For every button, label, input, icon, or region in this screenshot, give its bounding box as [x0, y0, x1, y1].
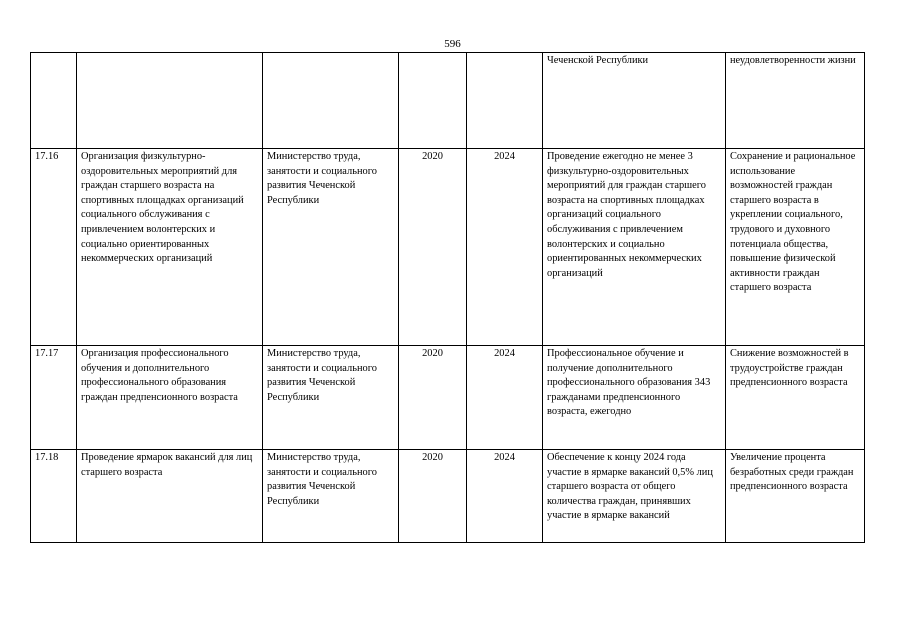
table-row [31, 149, 865, 346]
effect-cell: Увеличение процента безработных среди граждан предпенсионного возраста [726, 450, 865, 543]
end-year-cell: 2024 [467, 450, 543, 543]
row-number: 17.18 [31, 450, 77, 543]
event-cell [77, 53, 263, 149]
event-cell: Организация профессионального обучения и дополнительного профессионального образования граждан предпенсионного возраста [77, 346, 263, 450]
effect-cell: неудовлетворенности жизни [726, 53, 865, 149]
start-year-cell [399, 53, 467, 149]
end-year-cell: 2024 [467, 149, 543, 346]
row-number: 17.16 [31, 149, 77, 346]
executor-cell: Министерство труда, занятости и социального развития Чеченской Республики [263, 450, 399, 543]
executor-cell: Министерство труда, занятости и социального развития Чеченской Республики [263, 346, 399, 450]
result-cell: Чеченской Республики [543, 53, 726, 149]
start-year-cell: 2020 [399, 149, 467, 346]
result-cell: Обеспечение к концу 2024 года участие в ярмарке вакансий 0,5% лиц старшего возраста от общего количества граждан, принявших участие в ярмарке вакансий [543, 450, 726, 543]
start-year-cell: 2020 [399, 346, 467, 450]
effect-cell: Снижение возможностей в трудоустройстве граждан предпенсионного возраста [726, 346, 865, 450]
result-cell: Профессиональное обучение и получение дополнительного профессионального образования 343 гражданами предпенсионного возраста, ежегодно [543, 346, 726, 450]
table-row [31, 450, 865, 543]
end-year-cell: 2024 [467, 346, 543, 450]
executor-cell [263, 53, 399, 149]
result-cell: Проведение ежегодно не менее 3 физкультурно-оздоровительных мероприятий для граждан старшего возраста на спортивных площадках организаций социального обслуживания с привлечением волонтерских и социально ориентированных некоммерческих организаций [543, 149, 726, 346]
event-cell: Проведение ярмарок вакансий для лиц старшего возраста [77, 450, 263, 543]
start-year-cell: 2020 [399, 450, 467, 543]
row-number [31, 53, 77, 149]
executor-cell: Министерство труда, занятости и социального развития Чеченской Республики [263, 149, 399, 346]
measures-table [30, 52, 865, 543]
table-row [31, 346, 865, 450]
event-cell: Организация физкультурно-оздоровительных мероприятий для граждан старшего возраста на спортивных площадках организаций социального обслуживания с привлечением волонтерских и социально ориентированных некоммерческих организаций [77, 149, 263, 346]
page-number: 596 [444, 38, 461, 50]
table-row [31, 53, 865, 149]
row-number: 17.17 [31, 346, 77, 450]
end-year-cell [467, 53, 543, 149]
effect-cell: Сохранение и рациональное использование возможностей граждан старшего возраста в укреплении социального, трудового и духовного потенциала общества, повышение физической активности граждан старшего возраста [726, 149, 865, 346]
